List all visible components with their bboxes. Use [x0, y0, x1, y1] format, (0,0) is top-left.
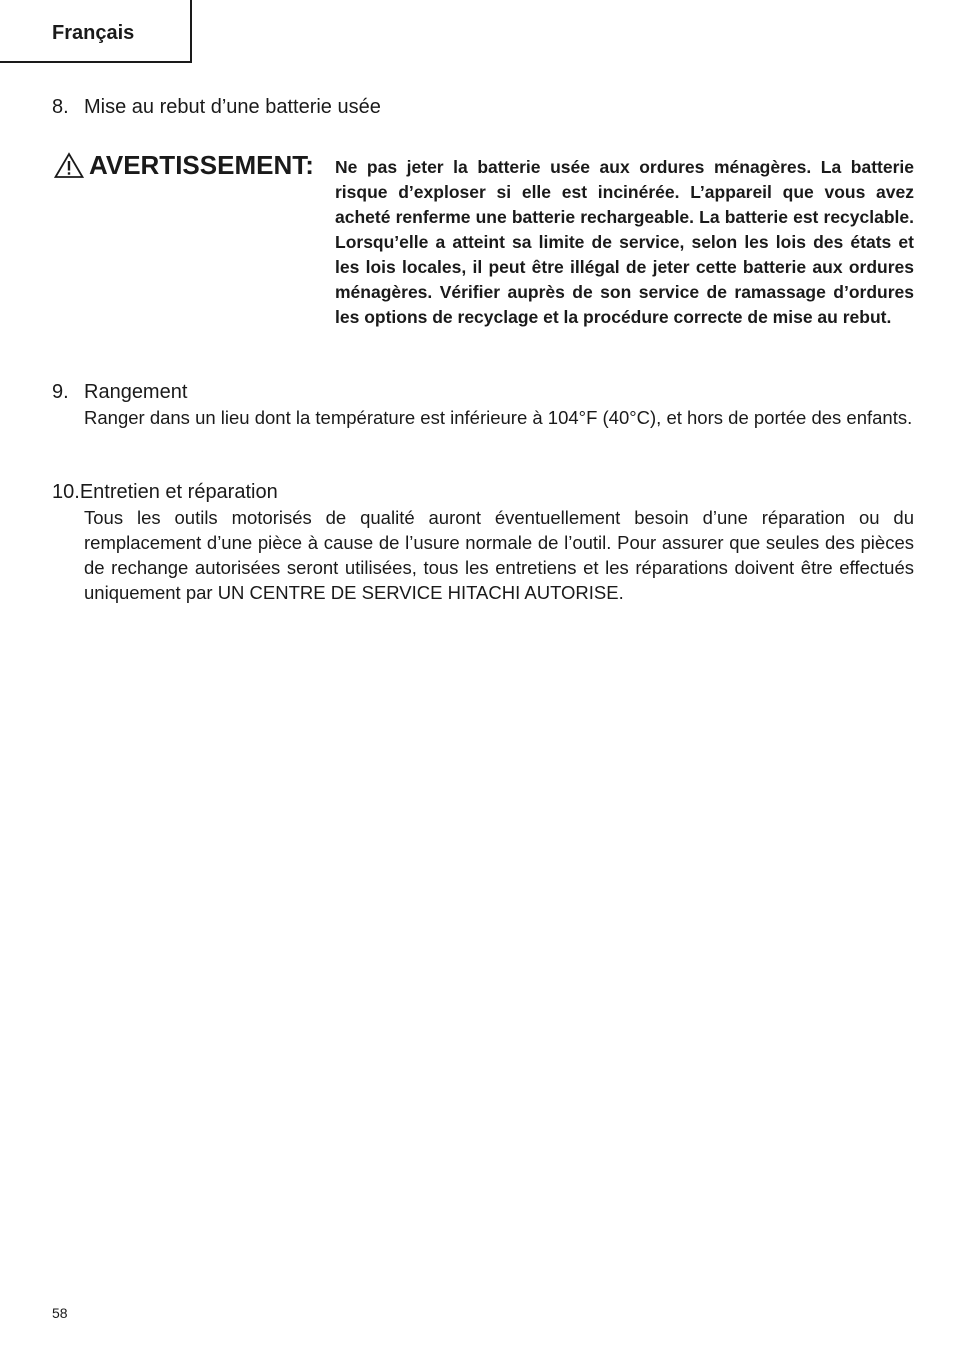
language-tab [0, 0, 192, 63]
section-number: 9. [52, 381, 69, 403]
warning-title: AVERTISSEMENT: [89, 150, 314, 180]
warning-triangle-icon [54, 152, 84, 179]
warning-text: Ne pas jeter la batterie usée aux ordures ménagères. La batterie risque d’exploser si elle est incinérée. L’appareil que vous avez acheté renferme une batterie rechargeable. La batterie est recyclable. Lorsqu’elle a atteint sa limite de service, selon les lois des états et les lois locales, il peut être illégal de jeter cette batterie aux ordures ménagères. Vérifier auprès de son service de ramassage d’ordures les options de recyclage et la procédure correcte de mise au rebut. [335, 157, 914, 327]
section-heading-maintenance [52, 480, 278, 504]
section-heading-storage [52, 380, 187, 404]
section-body-storage: Ranger dans un lieu dont la température est inférieure à 104°F (40°C), et hors de portée des enfants. [84, 407, 913, 428]
section-title: Entretien et réparation [79, 481, 278, 503]
language-label: Français [52, 22, 135, 44]
section-number: 8. [52, 96, 69, 118]
section-number: 10. [52, 481, 80, 503]
section-title: Mise au rebut d’une batterie usée [84, 96, 381, 118]
section-body-maintenance: Tous les outils motorisés de qualité auront éventuellement besoin d’une réparation ou du remplacement d’une pièce à cause de l’usure normale de l’outil. Pour assurer que seules des pièces de rechange autorisées seront utilisées, tous les entretiens et les réparations doivent être effectués uniquement par UN CENTRE DE SERVICE HITACHI AUTORISE. [84, 507, 914, 603]
warning-label [54, 150, 314, 180]
page-number: 58 [52, 1305, 68, 1321]
section-title: Rangement [84, 381, 188, 403]
section-heading-disposal [52, 95, 381, 119]
